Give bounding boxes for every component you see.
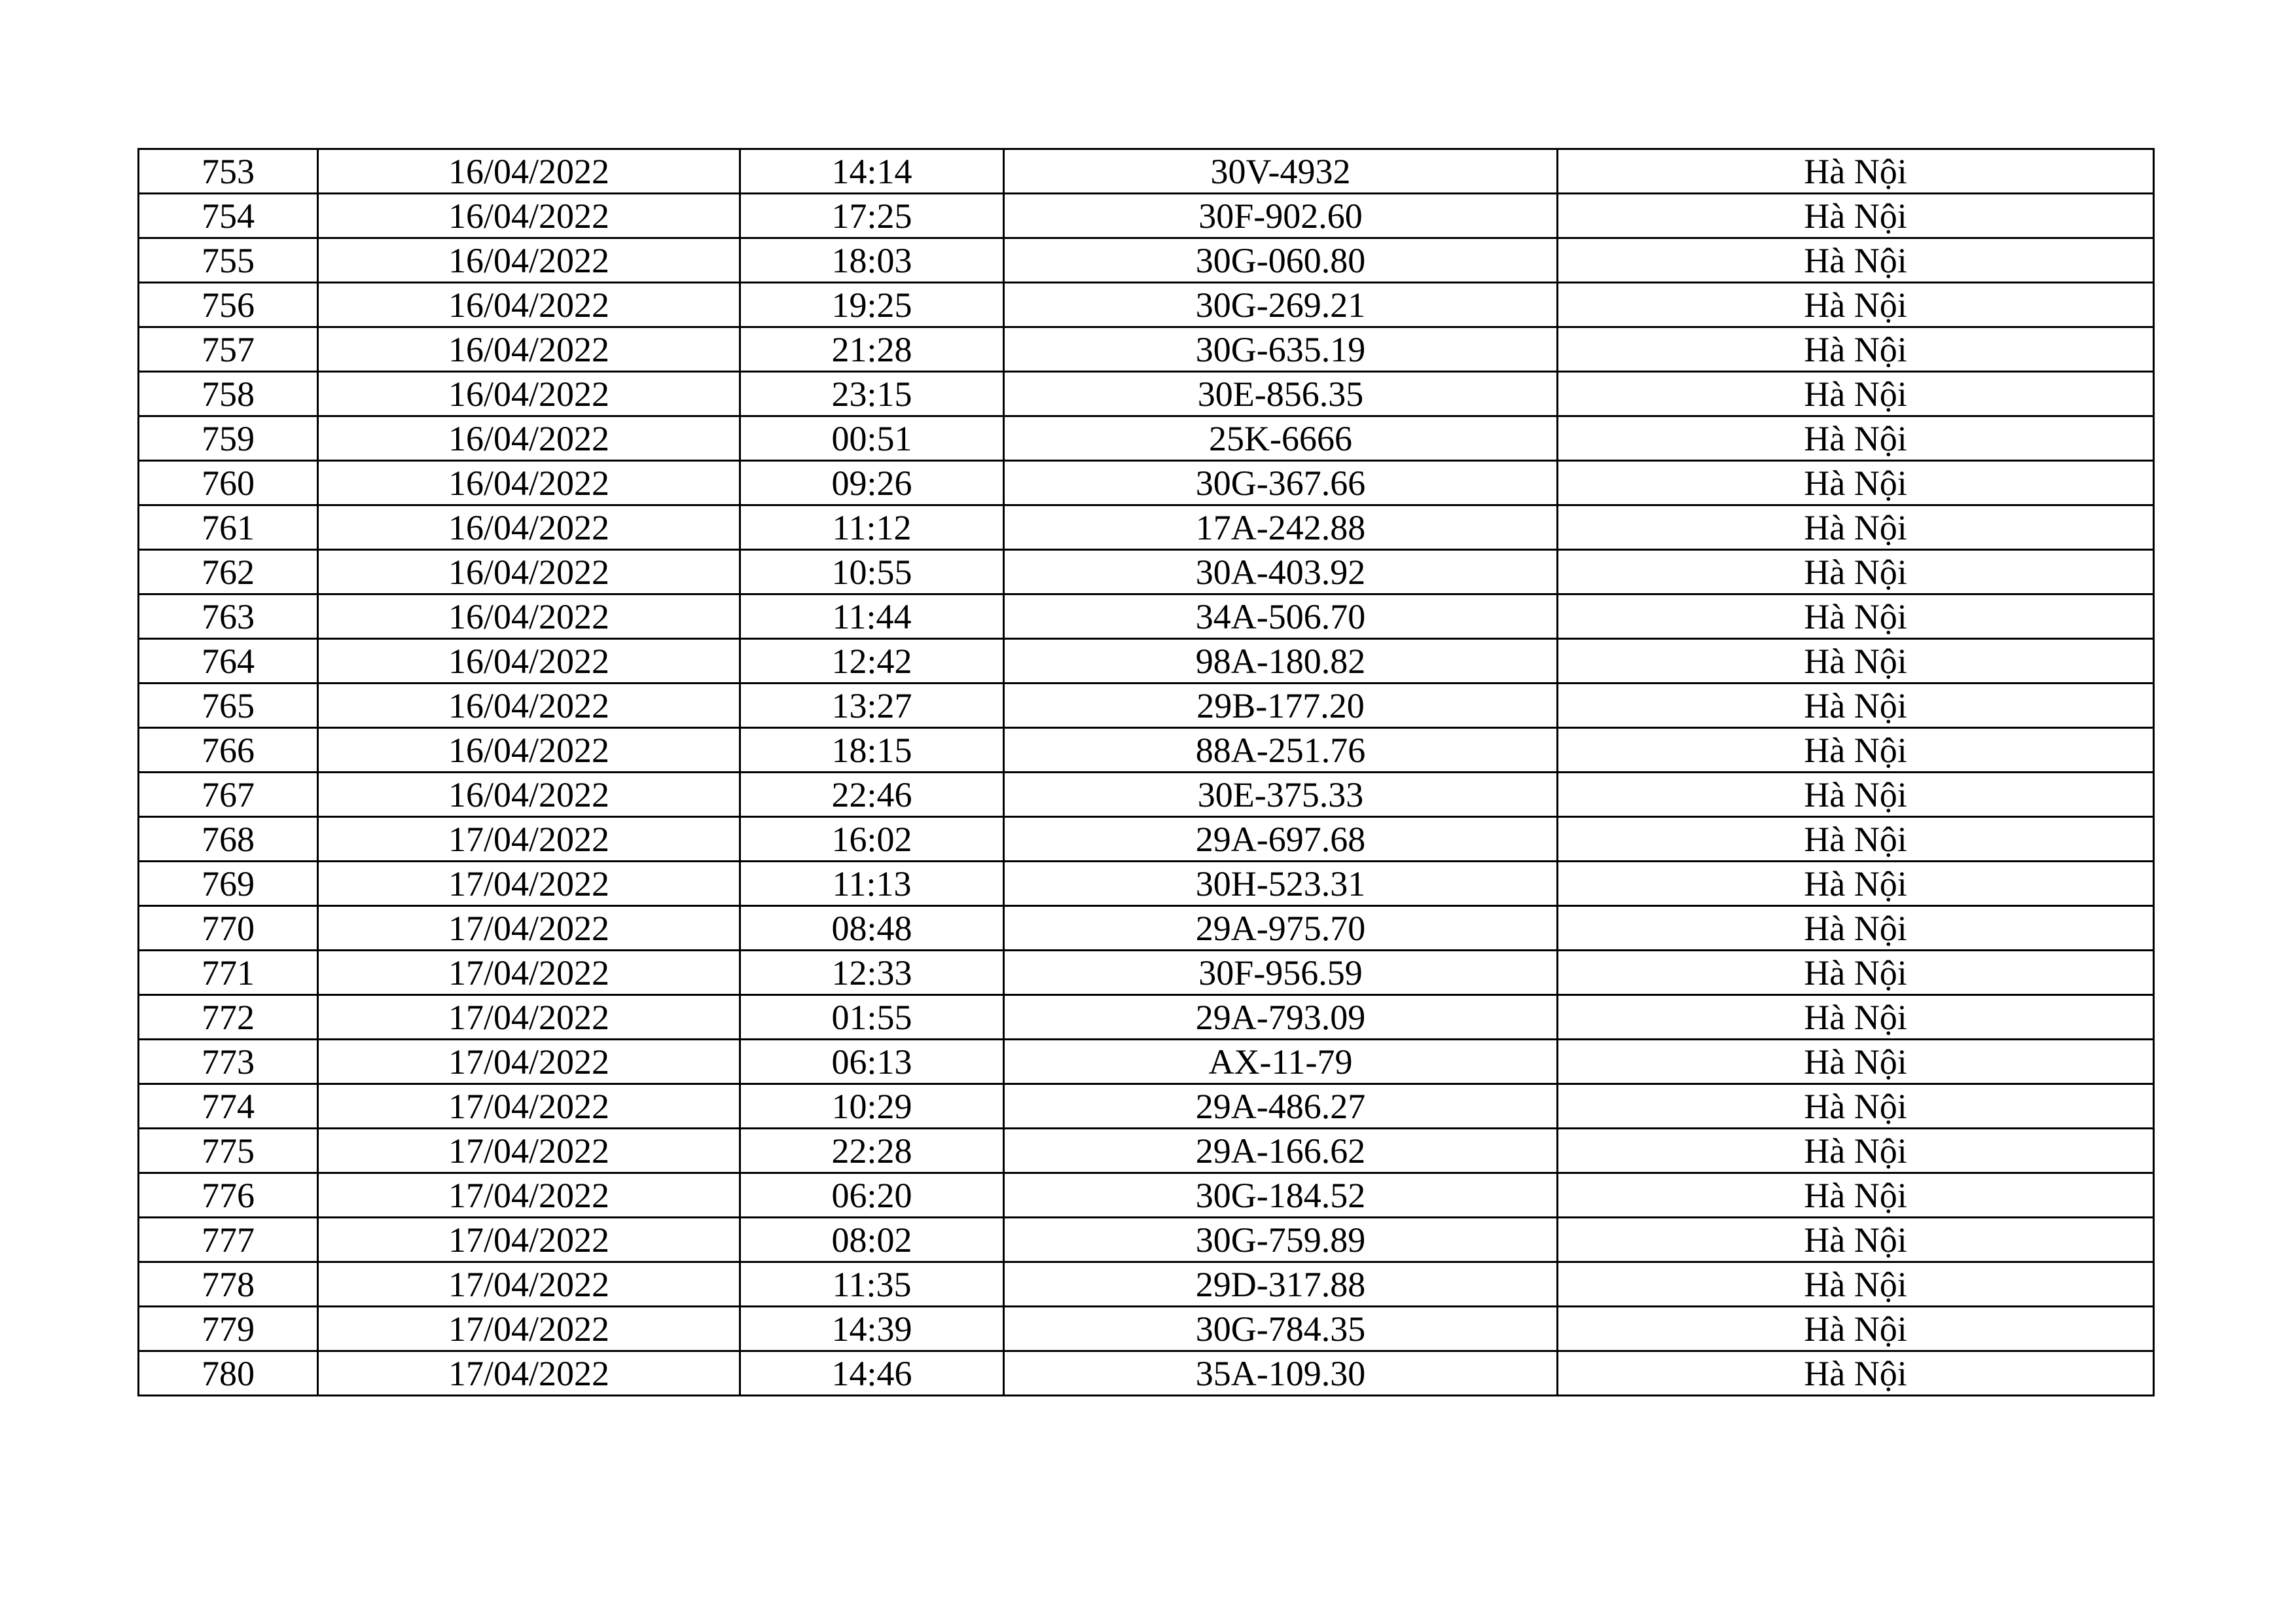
location-cell: Hà Nội bbox=[1558, 951, 2154, 995]
row-number-cell: 753 bbox=[139, 149, 318, 194]
location-cell: Hà Nội bbox=[1558, 1173, 2154, 1218]
time-cell: 11:12 bbox=[740, 505, 1004, 550]
location-cell: Hà Nội bbox=[1558, 817, 2154, 862]
location-cell: Hà Nội bbox=[1558, 594, 2154, 639]
date-cell: 17/04/2022 bbox=[318, 906, 740, 951]
row-number-cell: 766 bbox=[139, 728, 318, 773]
location-cell: Hà Nội bbox=[1558, 773, 2154, 817]
table-row bbox=[139, 1129, 2154, 1173]
table-row bbox=[139, 505, 2154, 550]
license-plate-cell: 29A-793.09 bbox=[1004, 995, 1558, 1040]
time-cell: 06:13 bbox=[740, 1040, 1004, 1084]
date-cell: 16/04/2022 bbox=[318, 594, 740, 639]
date-cell: 16/04/2022 bbox=[318, 238, 740, 283]
date-cell: 16/04/2022 bbox=[318, 416, 740, 461]
location-cell: Hà Nội bbox=[1558, 684, 2154, 728]
license-plate-cell: 29A-697.68 bbox=[1004, 817, 1558, 862]
time-cell: 06:20 bbox=[740, 1173, 1004, 1218]
date-cell: 16/04/2022 bbox=[318, 773, 740, 817]
row-number-cell: 757 bbox=[139, 327, 318, 372]
row-number-cell: 759 bbox=[139, 416, 318, 461]
location-cell: Hà Nội bbox=[1558, 1040, 2154, 1084]
table-row bbox=[139, 1262, 2154, 1307]
table-row bbox=[139, 1084, 2154, 1129]
row-number-cell: 776 bbox=[139, 1173, 318, 1218]
date-cell: 16/04/2022 bbox=[318, 194, 740, 238]
date-cell: 16/04/2022 bbox=[318, 372, 740, 416]
time-cell: 19:25 bbox=[740, 283, 1004, 327]
date-cell: 17/04/2022 bbox=[318, 951, 740, 995]
table-row bbox=[139, 594, 2154, 639]
row-number-cell: 765 bbox=[139, 684, 318, 728]
row-number-cell: 774 bbox=[139, 1084, 318, 1129]
table-row bbox=[139, 1218, 2154, 1262]
table-row bbox=[139, 995, 2154, 1040]
location-cell: Hà Nội bbox=[1558, 194, 2154, 238]
location-cell: Hà Nội bbox=[1558, 862, 2154, 906]
date-cell: 17/04/2022 bbox=[318, 1307, 740, 1351]
date-cell: 17/04/2022 bbox=[318, 1173, 740, 1218]
license-plate-cell: 29A-486.27 bbox=[1004, 1084, 1558, 1129]
table-row bbox=[139, 906, 2154, 951]
records-body bbox=[139, 149, 2154, 1396]
date-cell: 16/04/2022 bbox=[318, 684, 740, 728]
time-cell: 11:13 bbox=[740, 862, 1004, 906]
license-plate-cell: 30G-367.66 bbox=[1004, 461, 1558, 505]
table-row bbox=[139, 1173, 2154, 1218]
table-row bbox=[139, 372, 2154, 416]
row-number-cell: 777 bbox=[139, 1218, 318, 1262]
license-plate-cell: AX-11-79 bbox=[1004, 1040, 1558, 1084]
license-plate-cell: 30F-956.59 bbox=[1004, 951, 1558, 995]
row-number-cell: 754 bbox=[139, 194, 318, 238]
license-plate-cell: 98A-180.82 bbox=[1004, 639, 1558, 684]
time-cell: 10:55 bbox=[740, 550, 1004, 594]
license-plate-cell: 30E-375.33 bbox=[1004, 773, 1558, 817]
license-plate-cell: 29B-177.20 bbox=[1004, 684, 1558, 728]
table-row bbox=[139, 1307, 2154, 1351]
table-row bbox=[139, 149, 2154, 194]
location-cell: Hà Nội bbox=[1558, 1218, 2154, 1262]
location-cell: Hà Nội bbox=[1558, 1351, 2154, 1396]
license-plate-cell: 30G-784.35 bbox=[1004, 1307, 1558, 1351]
date-cell: 17/04/2022 bbox=[318, 1040, 740, 1084]
time-cell: 22:46 bbox=[740, 773, 1004, 817]
row-number-cell: 778 bbox=[139, 1262, 318, 1307]
table-row bbox=[139, 550, 2154, 594]
table-row bbox=[139, 773, 2154, 817]
location-cell: Hà Nội bbox=[1558, 906, 2154, 951]
license-plate-cell: 30F-902.60 bbox=[1004, 194, 1558, 238]
time-cell: 14:39 bbox=[740, 1307, 1004, 1351]
date-cell: 17/04/2022 bbox=[318, 862, 740, 906]
time-cell: 08:48 bbox=[740, 906, 1004, 951]
location-cell: Hà Nội bbox=[1558, 372, 2154, 416]
table-row bbox=[139, 416, 2154, 461]
time-cell: 16:02 bbox=[740, 817, 1004, 862]
location-cell: Hà Nội bbox=[1558, 1262, 2154, 1307]
table-row bbox=[139, 283, 2154, 327]
time-cell: 11:44 bbox=[740, 594, 1004, 639]
location-cell: Hà Nội bbox=[1558, 728, 2154, 773]
table-row bbox=[139, 951, 2154, 995]
license-plate-cell: 29A-975.70 bbox=[1004, 906, 1558, 951]
license-plate-cell: 30G-269.21 bbox=[1004, 283, 1558, 327]
date-cell: 16/04/2022 bbox=[318, 283, 740, 327]
row-number-cell: 758 bbox=[139, 372, 318, 416]
date-cell: 16/04/2022 bbox=[318, 505, 740, 550]
table-row bbox=[139, 684, 2154, 728]
table-row bbox=[139, 862, 2154, 906]
date-cell: 16/04/2022 bbox=[318, 550, 740, 594]
row-number-cell: 763 bbox=[139, 594, 318, 639]
time-cell: 08:02 bbox=[740, 1218, 1004, 1262]
location-cell: Hà Nội bbox=[1558, 639, 2154, 684]
date-cell: 16/04/2022 bbox=[318, 728, 740, 773]
location-cell: Hà Nội bbox=[1558, 550, 2154, 594]
row-number-cell: 771 bbox=[139, 951, 318, 995]
license-plate-cell: 29D-317.88 bbox=[1004, 1262, 1558, 1307]
location-cell: Hà Nội bbox=[1558, 461, 2154, 505]
date-cell: 17/04/2022 bbox=[318, 817, 740, 862]
row-number-cell: 762 bbox=[139, 550, 318, 594]
date-cell: 16/04/2022 bbox=[318, 327, 740, 372]
location-cell: Hà Nội bbox=[1558, 505, 2154, 550]
table-row bbox=[139, 238, 2154, 283]
location-cell: Hà Nội bbox=[1558, 1084, 2154, 1129]
time-cell: 13:27 bbox=[740, 684, 1004, 728]
time-cell: 12:42 bbox=[740, 639, 1004, 684]
date-cell: 17/04/2022 bbox=[318, 1129, 740, 1173]
date-cell: 17/04/2022 bbox=[318, 1084, 740, 1129]
date-cell: 17/04/2022 bbox=[318, 1218, 740, 1262]
license-plate-cell: 30G-060.80 bbox=[1004, 238, 1558, 283]
table-row bbox=[139, 1351, 2154, 1396]
license-plate-cell: 17A-242.88 bbox=[1004, 505, 1558, 550]
row-number-cell: 761 bbox=[139, 505, 318, 550]
row-number-cell: 775 bbox=[139, 1129, 318, 1173]
time-cell: 11:35 bbox=[740, 1262, 1004, 1307]
date-cell: 17/04/2022 bbox=[318, 1262, 740, 1307]
license-plate-cell: 30A-403.92 bbox=[1004, 550, 1558, 594]
location-cell: Hà Nội bbox=[1558, 1129, 2154, 1173]
date-cell: 17/04/2022 bbox=[318, 1351, 740, 1396]
location-cell: Hà Nội bbox=[1558, 416, 2154, 461]
time-cell: 14:14 bbox=[740, 149, 1004, 194]
time-cell: 18:15 bbox=[740, 728, 1004, 773]
table-row bbox=[139, 327, 2154, 372]
license-plate-cell: 25K-6666 bbox=[1004, 416, 1558, 461]
license-plate-cell: 30E-856.35 bbox=[1004, 372, 1558, 416]
location-cell: Hà Nội bbox=[1558, 995, 2154, 1040]
location-cell: Hà Nội bbox=[1558, 327, 2154, 372]
license-plate-cell: 30G-759.89 bbox=[1004, 1218, 1558, 1262]
table-row bbox=[139, 194, 2154, 238]
license-plate-cell: 35A-109.30 bbox=[1004, 1351, 1558, 1396]
license-plate-cell: 34A-506.70 bbox=[1004, 594, 1558, 639]
row-number-cell: 769 bbox=[139, 862, 318, 906]
time-cell: 01:55 bbox=[740, 995, 1004, 1040]
time-cell: 00:51 bbox=[740, 416, 1004, 461]
date-cell: 16/04/2022 bbox=[318, 149, 740, 194]
row-number-cell: 772 bbox=[139, 995, 318, 1040]
date-cell: 17/04/2022 bbox=[318, 995, 740, 1040]
row-number-cell: 773 bbox=[139, 1040, 318, 1084]
date-cell: 16/04/2022 bbox=[318, 639, 740, 684]
row-number-cell: 770 bbox=[139, 906, 318, 951]
table-row bbox=[139, 817, 2154, 862]
location-cell: Hà Nội bbox=[1558, 1307, 2154, 1351]
table-row bbox=[139, 461, 2154, 505]
time-cell: 14:46 bbox=[740, 1351, 1004, 1396]
table-row bbox=[139, 639, 2154, 684]
row-number-cell: 780 bbox=[139, 1351, 318, 1396]
location-cell: Hà Nội bbox=[1558, 149, 2154, 194]
time-cell: 21:28 bbox=[740, 327, 1004, 372]
time-cell: 17:25 bbox=[740, 194, 1004, 238]
row-number-cell: 779 bbox=[139, 1307, 318, 1351]
time-cell: 18:03 bbox=[740, 238, 1004, 283]
location-cell: Hà Nội bbox=[1558, 283, 2154, 327]
row-number-cell: 756 bbox=[139, 283, 318, 327]
row-number-cell: 760 bbox=[139, 461, 318, 505]
time-cell: 10:29 bbox=[740, 1084, 1004, 1129]
row-number-cell: 768 bbox=[139, 817, 318, 862]
table-row bbox=[139, 728, 2154, 773]
time-cell: 12:33 bbox=[740, 951, 1004, 995]
table-row bbox=[139, 1040, 2154, 1084]
time-cell: 22:28 bbox=[740, 1129, 1004, 1173]
date-cell: 16/04/2022 bbox=[318, 461, 740, 505]
row-number-cell: 755 bbox=[139, 238, 318, 283]
time-cell: 09:26 bbox=[740, 461, 1004, 505]
license-plate-cell: 30G-184.52 bbox=[1004, 1173, 1558, 1218]
row-number-cell: 767 bbox=[139, 773, 318, 817]
license-plate-cell: 29A-166.62 bbox=[1004, 1129, 1558, 1173]
license-plate-cell: 88A-251.76 bbox=[1004, 728, 1558, 773]
license-plate-cell: 30V-4932 bbox=[1004, 149, 1558, 194]
records-table bbox=[137, 148, 2155, 1396]
time-cell: 23:15 bbox=[740, 372, 1004, 416]
row-number-cell: 764 bbox=[139, 639, 318, 684]
license-plate-cell: 30H-523.31 bbox=[1004, 862, 1558, 906]
license-plate-cell: 30G-635.19 bbox=[1004, 327, 1558, 372]
location-cell: Hà Nội bbox=[1558, 238, 2154, 283]
